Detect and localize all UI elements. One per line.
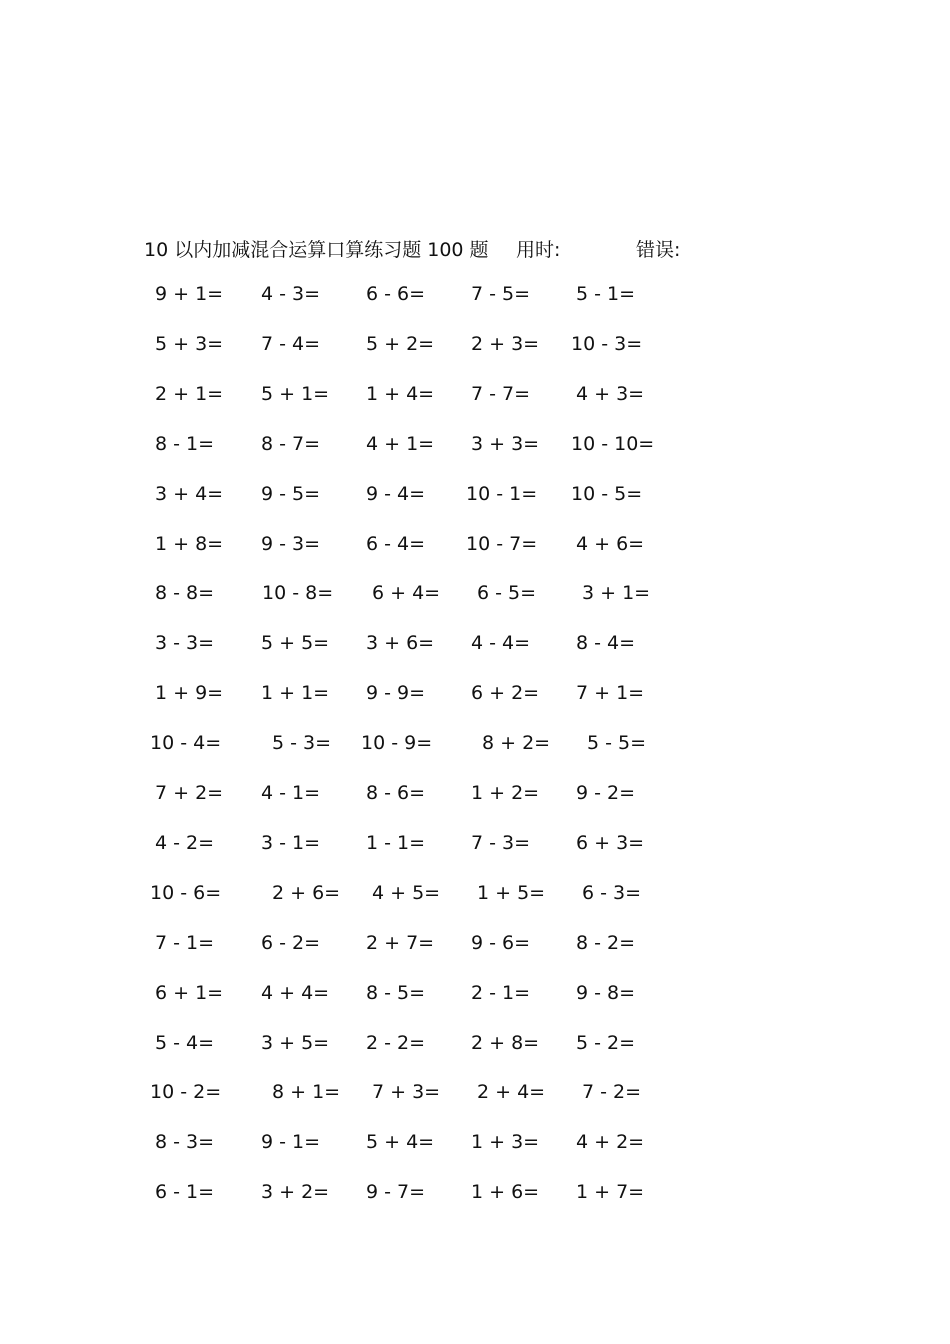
problem-item: 1 + 9= bbox=[155, 682, 224, 705]
problem-item: 10 - 7= bbox=[466, 532, 538, 555]
problem-item: 3 + 2= bbox=[261, 1181, 330, 1204]
problem-item: 5 + 2= bbox=[366, 332, 435, 355]
time-label: 用时: bbox=[516, 239, 561, 261]
problem-item: 9 - 3= bbox=[261, 532, 321, 555]
problem-item: 2 - 1= bbox=[471, 981, 531, 1004]
problem-item: 6 + 3= bbox=[576, 831, 645, 854]
worksheet-title: 10 以内加减混合运算口算练习题 100 题 bbox=[144, 239, 489, 261]
problem-item: 6 - 1= bbox=[155, 1181, 215, 1204]
problem-item: 6 - 5= bbox=[477, 582, 537, 605]
error-label: 错误: bbox=[636, 239, 681, 261]
problem-item: 8 - 6= bbox=[366, 782, 426, 804]
problem-item: 6 - 3= bbox=[582, 881, 642, 904]
problem-item: 5 + 3= bbox=[155, 332, 224, 355]
problem-item: 7 - 3= bbox=[471, 831, 531, 854]
problem-item: 9 - 4= bbox=[366, 482, 426, 505]
problem-item: 6 + 1= bbox=[155, 981, 224, 1004]
problem-item: 3 - 3= bbox=[155, 632, 215, 655]
problem-item: 9 + 1= bbox=[155, 283, 224, 305]
problem-item: 10 - 10= bbox=[571, 432, 655, 455]
problem-item: 3 + 1= bbox=[582, 582, 651, 605]
problem-item: 6 + 2= bbox=[471, 682, 540, 705]
problem-item: 7 + 3= bbox=[372, 1081, 441, 1104]
problem-item: 2 + 3= bbox=[471, 332, 540, 355]
problem-item: 8 - 4= bbox=[576, 632, 636, 655]
problem-item: 7 - 4= bbox=[261, 332, 321, 355]
problem-item: 1 + 3= bbox=[471, 1131, 540, 1154]
problem-item: 7 - 7= bbox=[471, 382, 531, 405]
problem-item: 7 - 1= bbox=[155, 931, 215, 954]
problem-item: 10 - 4= bbox=[150, 732, 222, 755]
problem-item: 1 + 4= bbox=[366, 382, 435, 405]
problem-item: 5 - 3= bbox=[272, 732, 332, 755]
problem-item: 8 - 2= bbox=[576, 931, 636, 954]
problem-item: 9 - 2= bbox=[576, 782, 636, 804]
problem-item: 2 + 7= bbox=[366, 931, 435, 954]
problem-item: 7 - 5= bbox=[471, 283, 531, 305]
problem-item: 1 + 6= bbox=[471, 1181, 540, 1204]
problem-item: 4 - 1= bbox=[261, 782, 321, 804]
problem-item: 2 + 1= bbox=[155, 382, 224, 405]
problem-item: 6 - 2= bbox=[261, 931, 321, 954]
problem-item: 9 - 7= bbox=[366, 1181, 426, 1204]
problem-item: 10 - 1= bbox=[466, 482, 538, 505]
problem-item: 8 - 5= bbox=[366, 981, 426, 1004]
problem-item: 7 + 2= bbox=[155, 782, 224, 804]
problem-item: 4 + 6= bbox=[576, 532, 645, 555]
problem-item: 3 + 4= bbox=[155, 482, 224, 505]
problem-item: 4 + 3= bbox=[576, 382, 645, 405]
problem-item: 3 + 3= bbox=[471, 432, 540, 455]
problem-item: 9 - 5= bbox=[261, 482, 321, 505]
problem-item: 9 - 8= bbox=[576, 981, 636, 1004]
problem-item: 5 - 2= bbox=[576, 1031, 636, 1054]
problem-item: 5 + 1= bbox=[261, 382, 330, 405]
problem-item: 3 + 6= bbox=[366, 632, 435, 655]
problem-item: 9 - 9= bbox=[366, 682, 426, 705]
problem-item: 4 - 4= bbox=[471, 632, 531, 655]
problem-item: 9 - 6= bbox=[471, 931, 531, 954]
problem-item: 8 + 2= bbox=[482, 732, 551, 755]
problem-item: 1 + 5= bbox=[477, 881, 546, 904]
problem-item: 1 + 8= bbox=[155, 532, 224, 555]
problem-item: 6 - 6= bbox=[366, 283, 426, 305]
problem-item: 4 - 3= bbox=[261, 283, 321, 305]
problem-item: 6 + 4= bbox=[372, 582, 441, 605]
problem-item: 1 + 2= bbox=[471, 782, 540, 804]
problem-item: 4 + 2= bbox=[576, 1131, 645, 1154]
problem-item: 10 - 8= bbox=[262, 582, 334, 605]
problem-item: 5 + 5= bbox=[261, 632, 330, 655]
problem-item: 1 + 7= bbox=[576, 1181, 645, 1204]
problem-item: 5 - 4= bbox=[155, 1031, 215, 1054]
problem-item: 4 + 5= bbox=[372, 881, 441, 904]
problem-item: 5 - 5= bbox=[587, 732, 647, 755]
problem-item: 8 - 3= bbox=[155, 1131, 215, 1154]
problem-item: 2 - 2= bbox=[366, 1031, 426, 1054]
problem-item: 5 - 1= bbox=[576, 283, 636, 305]
problem-item: 7 + 1= bbox=[576, 682, 645, 705]
problem-item: 2 + 6= bbox=[272, 881, 341, 904]
problem-item: 10 - 3= bbox=[571, 332, 643, 355]
problem-item: 6 - 4= bbox=[366, 532, 426, 555]
problem-item: 8 - 7= bbox=[261, 432, 321, 455]
problem-item: 7 - 2= bbox=[582, 1081, 642, 1104]
problem-item: 2 + 8= bbox=[471, 1031, 540, 1054]
problem-item: 3 - 1= bbox=[261, 831, 321, 854]
problem-item: 3 + 5= bbox=[261, 1031, 330, 1054]
problem-item: 1 + 1= bbox=[261, 682, 330, 705]
problem-item: 10 - 2= bbox=[150, 1081, 222, 1104]
problem-item: 10 - 9= bbox=[361, 732, 433, 755]
problem-item: 8 + 1= bbox=[272, 1081, 341, 1104]
problem-item: 1 - 1= bbox=[366, 831, 426, 854]
problem-item: 4 + 1= bbox=[366, 432, 435, 455]
problem-item: 8 - 1= bbox=[155, 432, 215, 455]
problem-item: 10 - 6= bbox=[150, 881, 222, 904]
problem-item: 5 + 4= bbox=[366, 1131, 435, 1154]
problem-item: 4 + 4= bbox=[261, 981, 330, 1004]
problem-item: 8 - 8= bbox=[155, 582, 215, 605]
problem-item: 9 - 1= bbox=[261, 1131, 321, 1154]
problem-item: 2 + 4= bbox=[477, 1081, 546, 1104]
problem-item: 4 - 2= bbox=[155, 831, 215, 854]
problem-item: 10 - 5= bbox=[571, 482, 643, 505]
